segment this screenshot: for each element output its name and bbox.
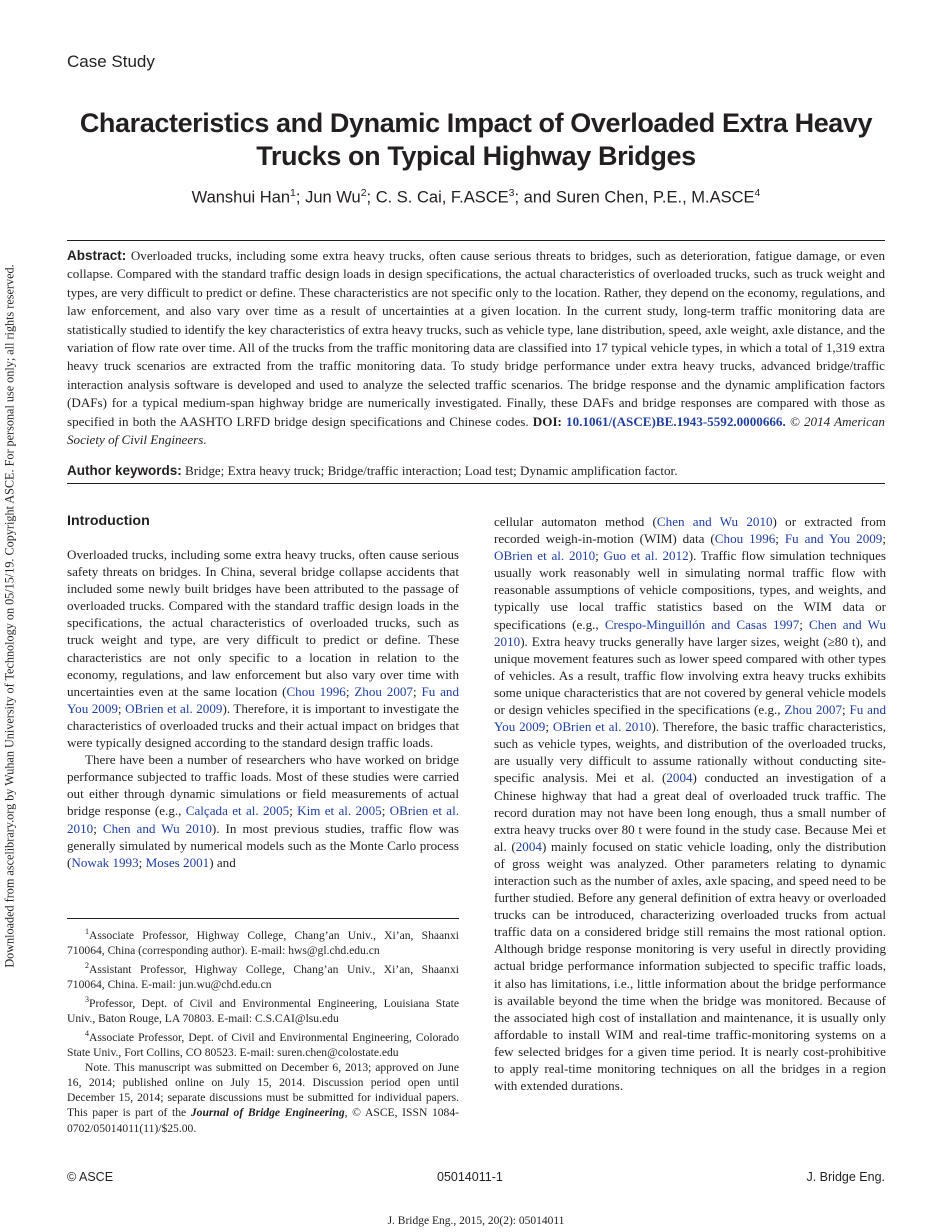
paragraph-text: ). Therefore, it is important to investigate the characteristics of overloaded trucks and their actual impact on bridges that were typically designed according to the standard design traffic loads.: [67, 700, 459, 751]
paper-title: Characteristics and Dynamic Impact of Overloaded Extra Heavy Trucks on Typical Highway Bridges: [79, 108, 873, 171]
paragraph: [67, 751, 459, 871]
abstract-label: Abstract:: [67, 248, 127, 263]
abstract-top-rule: [67, 240, 885, 241]
footnote-mark: 3: [85, 995, 89, 1005]
footnote: [67, 924, 459, 958]
paragraph-text: ) or extracted from recorded weigh-in-motion (WIM) data (: [494, 514, 886, 547]
introduction-heading: Introduction: [67, 513, 150, 529]
paragraph-text: ;: [842, 702, 850, 718]
footnote-mark: 4: [85, 1029, 89, 1039]
citation-link[interactable]: OBrien et al. 2010: [494, 548, 596, 564]
paragraph-text: ;: [289, 803, 298, 819]
paragraph-text: ). Extra heavy trucks generally have larger sizes, weight (≥80 t), and unique movement features such as lower speed compared with other types of vehicles. As a result, traffic flow involving extra heavy trucks exhibits some unique characteristics that are not covered by general vehicle models or design vehicles specified in the specifications (e.g.,: [494, 633, 886, 718]
citation-link[interactable]: Moses 2001: [145, 854, 210, 870]
author-name: Wanshui Han: [191, 188, 291, 207]
left-column-body: [67, 546, 459, 871]
copyright-notice: © 2014 American Society of Civil Engineers.: [67, 413, 885, 448]
citation-link[interactable]: Nowak 1993: [71, 854, 139, 870]
footnote-text: Associate Professor, Highway College, Chang’an Univ., Xi’an, Shaanxi 710064, China (corresponding author). E-mail: hws@gl.chd.edu.cn: [67, 928, 459, 957]
paragraph-text: ;: [412, 683, 422, 699]
citation-link[interactable]: Guo et al. 2012: [603, 548, 689, 564]
paragraph-text: ;: [775, 531, 785, 547]
footnote-text: Professor, Dept. of Civil and Environmental Engineering, Louisiana State Univ., Baton Rouge, LA 70803. E-mail: C.S.CAI@lsu.edu: [67, 996, 459, 1026]
author-keywords: [67, 462, 885, 480]
author-affiliation-mark: 3: [508, 187, 515, 199]
citation-link[interactable]: Fu and You 2009: [67, 683, 459, 716]
manuscript-note: [67, 1060, 459, 1135]
footnote: [67, 1026, 459, 1060]
footnote-rule: [67, 918, 459, 919]
author-name: Suren Chen, P.E., M.ASCE: [555, 188, 755, 207]
paragraph-text: ) and: [209, 854, 236, 870]
abstract-text: Overloaded trucks, including some extra heavy trucks, often cause serious threats to bridges, such as deterioration, fatigue damage, or even collapse. Compared with the standard traffic design loads in design specifications, the actual characteristics of overloaded trucks, such as truck weight and types, are very difficult to predict or define. These characteristics are not specific only to the location. Rather, they depend on the economy, regulations, and law enforcement, and also vary over time as a result of uncertainties at a given location. In the current study, long-term traffic monitoring data are statistically studied to identify the key characteristics of extra heavy trucks, such as vehicle type, lane distribution, speed, axle weight, axle distance, and the variation of flow rate over time. All of the trucks from the traffic monitoring data are classified into 17 typical vehicle types, in which a total of 1,319 extra heavy truck scenarios are extracted from the traffic monitoring data. To study bridge performance under extra heavy trucks, advanced bridge/traffic interaction analysis software is developed and used to analyze the selected traffic scenarios. The bridge response and the dynamic amplification factors (DAFs) for a typical medium-span highway bridge are numerically investigated. Finally, these DAFs and bridge responses are compared with those as specified in both the AASHTO LRFD bridge design specifications and Chinese codes.: [67, 248, 885, 429]
paragraph-text: ;: [545, 719, 553, 735]
paragraph-text: ;: [381, 803, 390, 819]
citation-link[interactable]: Chen and Wu 2010: [656, 514, 773, 529]
footer-page-id: 05014011-1: [437, 1170, 503, 1184]
citation-link[interactable]: OBrien et al. 2010: [67, 803, 459, 836]
footnote-mark: 2: [85, 961, 89, 971]
citation-link[interactable]: Kim et al. 2005: [297, 803, 382, 819]
citation-link[interactable]: 2004: [515, 838, 542, 854]
right-column-body: [494, 513, 886, 1094]
citation-link[interactable]: Zhou 2007: [354, 683, 413, 699]
paragraph-text: Overloaded trucks, including some extra heavy trucks, often cause serious safety threats on bridges. In China, several bridge collapse accidents that included some newly built bridges have been attributed to the passage of overloaded trucks. Compared with the standard traffic design loads in the specifications, the actual characteristics of overloaded trucks, such as truck weight and type, are very difficult to predict or define. These characteristics are not only specific to a location in relation to the economy, regulations, and law enforcement but also vary over time with uncertainties even at the same location (: [67, 547, 459, 699]
author-list: [60, 187, 892, 208]
abstract: [67, 247, 885, 449]
paragraph-text: ;: [345, 683, 355, 699]
paragraph: [494, 513, 886, 1094]
paragraph-text: ;: [595, 548, 604, 564]
citation-link[interactable]: OBrien et al. 2009: [125, 700, 223, 716]
paragraph-text: ;: [117, 700, 126, 716]
note-text: Note. This manuscript was submitted on December 6, 2013; approved on June 16, 2014; published online on July 15, 2014. Discussion period open until December 15, 2014; separate discussions must be submitted for individual papers. This paper is part of the: [67, 1061, 459, 1120]
footnote: [67, 992, 459, 1026]
paragraph-text: ) mainly focused on static vehicle loading, only the distribution of gross weight was analyzed. Other parameters relating to dynamic interaction such as the number of axles, axle spacing, and speed need to be further studied. Before any general definition of extra heavy or overloaded trucks can be introduced, characterizing overloaded trucks from actual traffic data on a considered bridge still remains the most rational option. Although bridge response monitoring is very useful in directly providing actual bridge performance information subjected to specific traffic loads, it also has limitations, i.e., little information about the bridge performance is available beyond the time when the bridge was monitored. Because of the associated high cost of installation and maintenance, it is usually only affordable to install WIM and real-time traffic-monitoring systems on a few selected bridges for a given time period. It is nearly cost-prohibitive to apply real-time monitoring techniques on all the bridges in a region with extended durations.: [494, 838, 887, 1094]
citation-link[interactable]: Fu and You 2009: [784, 531, 883, 547]
footnote-text: Assistant Professor, Highway College, Chang’an Univ., Xi’an, Shaanxi 710064, China. E-mail: jun.wu@chd.edu.cn: [67, 962, 459, 991]
author-separator: ;: [366, 188, 376, 207]
footer-journal: J. Bridge Eng.: [806, 1170, 885, 1184]
citation-link[interactable]: Chou 1996: [286, 683, 346, 699]
journal-name: Journal of Bridge Engineering: [190, 1106, 345, 1120]
keywords-bottom-rule: [67, 483, 885, 484]
paragraph-text: ). In most previous studies, traffic flow was generally simulated by numerical models such as the Monte Carlo process (: [67, 820, 459, 870]
citation-link[interactable]: Calçada et al. 2005: [185, 803, 290, 819]
footnote-text: Associate Professor, Dept. of Civil and Environmental Engineering, Colorado State Univ., Fort Collins, CO 80523. E-mail: suren.chen@colostate.edu: [67, 1031, 459, 1060]
citation-link[interactable]: Chou 1996: [714, 531, 776, 547]
keywords-text: Bridge; Extra heavy truck; Bridge/traffic interaction; Load test; Dynamic amplification factor.: [185, 463, 678, 478]
doi-link[interactable]: 10.1061/(ASCE)BE.1943-5592.0000666.: [566, 413, 786, 429]
download-notice: [0, 0, 20, 1232]
citation-link[interactable]: OBrien et al. 2010: [552, 719, 652, 735]
author-separator: ;: [295, 188, 306, 207]
paragraph: [67, 546, 459, 751]
footnote-mark: 1: [85, 927, 89, 936]
author-affiliation-mark: 1: [290, 187, 296, 199]
paragraph-text: ). Therefore, the basic traffic characteristics, such as vehicle types, weights, and distribution of the overloaded trucks, are usually very difficult to assume rationally without conducting site-specific analysis. Mei et al. (: [494, 719, 886, 786]
doi-label: DOI:: [532, 413, 562, 429]
author-affiliation-mark: 4: [754, 187, 761, 199]
paragraph-text: ). Traffic flow simulation techniques usually work reasonably well in simulating normal traffic flow with reasonable assumptions of vehicle compositions, types, and weights, and typically use local traffic statistics based on the WIM data or specifications (e.g.,: [494, 548, 887, 632]
section-label: Case Study: [67, 52, 155, 71]
download-notice-text: Downloaded from ascelibrary.org by Wuhan University of Technology on 05/15/19. Copyright ASCE. For personal use only; all rights reserved.: [2, 264, 17, 968]
footer-publisher: © ASCE: [67, 1170, 114, 1184]
citation-link[interactable]: Chen and Wu 2010: [494, 616, 886, 649]
citation-link[interactable]: Fu and You 2009: [494, 702, 887, 735]
author-name: Jun Wu: [305, 188, 361, 207]
footnotes: [67, 924, 459, 1136]
citation-link[interactable]: 2004: [666, 770, 693, 786]
author-affiliation-mark: 2: [360, 187, 367, 199]
paragraph-text: ;: [799, 616, 810, 632]
author-separator: ; and: [514, 188, 556, 207]
paragraph-text: ;: [882, 531, 886, 547]
keywords-label: Author keywords:: [67, 463, 182, 478]
paragraph-text: ;: [138, 854, 146, 870]
paragraph-text: There have been a number of researchers who have worked on bridge performance subjected to traffic loads. Most of these studies were carried out either through dynamic simulations or field measurements of actual bridge response (e.g.,: [67, 752, 459, 819]
footnote: [67, 958, 459, 992]
paragraph-text: ) conducted an investigation of a Chinese highway that had a great deal of overloaded truck traffic. The record duration may not have been long enough, thus a small number of extra heavy trucks over 80 t were found in the study case. Because Mei et al. (: [494, 770, 886, 854]
citation-link[interactable]: Crespo-Minguillón and Casas 1997: [604, 616, 800, 632]
citation-link[interactable]: Chen and Wu 2010: [102, 820, 212, 836]
paragraph-text: cellular automaton method (: [494, 514, 657, 529]
note-issn: , © ASCE, ISSN 1084-0702/05014011(11)/$25.00.: [67, 1106, 460, 1135]
paragraph-text: ;: [93, 820, 103, 836]
author-name: C. S. Cai, F.ASCE: [375, 188, 509, 207]
citation-line: J. Bridge Eng., 2015, 20(2): 05014011: [387, 1215, 565, 1227]
citation-link[interactable]: Zhou 2007: [784, 702, 843, 718]
